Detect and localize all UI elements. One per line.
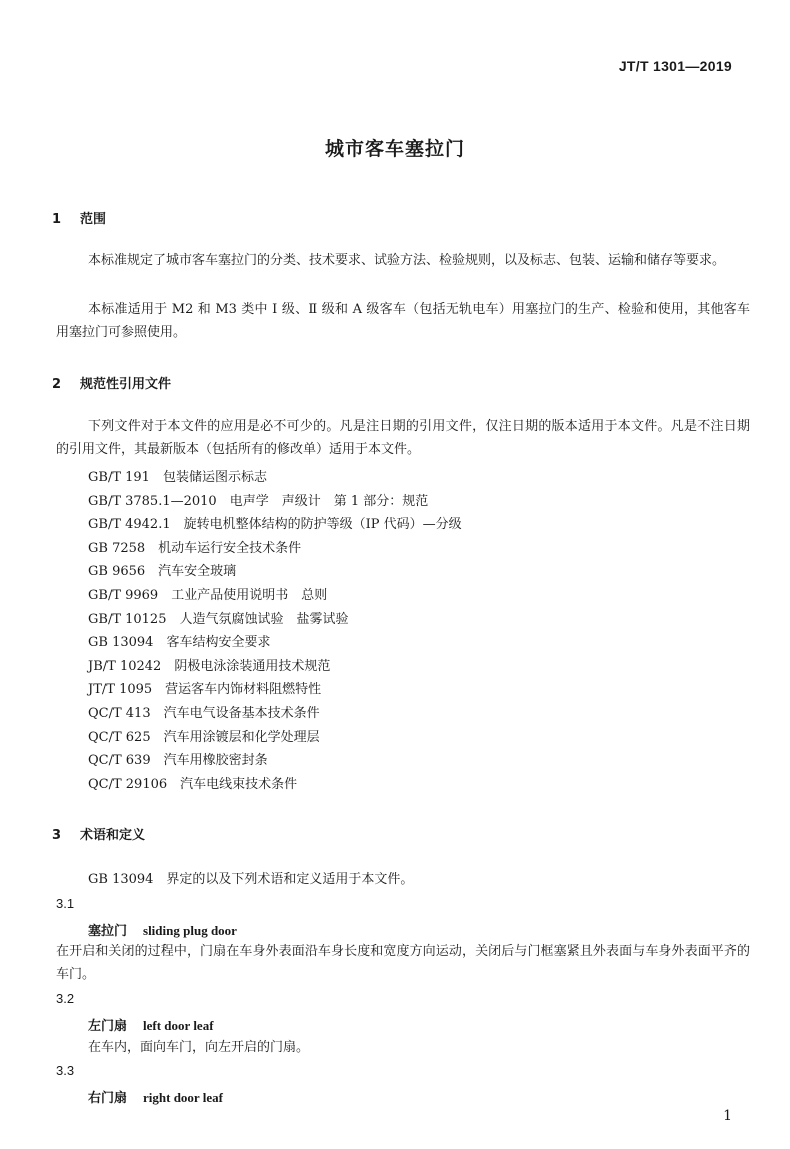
reference-title: 汽车用涂镀层和化学处理层	[163, 729, 320, 745]
reference-code: GB/T 10125	[88, 611, 167, 627]
reference-separator	[145, 564, 158, 579]
term-definition: 在车内，面向车门，向左开启的门扇。	[88, 1040, 310, 1055]
reference-code: GB/T 3785.1—2010	[88, 493, 217, 509]
reference-item	[88, 681, 321, 699]
reference-item	[88, 705, 320, 723]
section-number: 1	[52, 212, 62, 227]
reference-item	[88, 611, 349, 629]
reference-code: GB/T 9969	[88, 588, 159, 603]
term-name-en: sliding plug door	[143, 923, 237, 938]
term-number: 3.1	[56, 896, 75, 911]
section-title: 范围	[80, 212, 107, 227]
reference-item	[88, 587, 327, 605]
term-name-zh: 右门扇	[88, 1091, 128, 1106]
reference-code: QC/T 413	[88, 706, 151, 721]
section-number: 3	[52, 828, 62, 843]
section-3-heading	[52, 824, 145, 843]
reference-title: 营运客车内饰材料阻燃特性	[165, 682, 322, 698]
term-number: 3.3	[56, 1063, 75, 1078]
section-number: 2	[52, 377, 62, 392]
section-title: 术语和定义	[80, 828, 146, 843]
section-2-heading	[52, 373, 171, 392]
term-name	[88, 920, 237, 939]
reference-separator	[151, 730, 164, 745]
reference-separator	[171, 517, 184, 532]
reference-item	[88, 658, 330, 676]
term-name-en: right door leaf	[143, 1090, 223, 1105]
scope-paragraph-1: 本标准规定了城市客车塞拉门的分类、技术要求、试验方法、检验规则，以及标志、包装、运输和储存等要求。	[88, 253, 726, 268]
term-definition: 在开启和关闭的过程中，门扇在车身外表面沿车身长度和宽度方向运动，关闭后与门框塞紧且外表面与车身外表面平齐的车门。	[56, 944, 750, 982]
reference-code: GB/T 191	[88, 470, 150, 485]
term-name	[88, 1015, 214, 1034]
reference-separator	[161, 659, 174, 674]
reference-code: JB/T 10242	[88, 658, 162, 674]
reference-separator	[151, 706, 164, 721]
term-name-en: left door leaf	[143, 1018, 214, 1033]
reference-title: 客车结构安全要求	[166, 635, 271, 651]
reference-separator	[217, 494, 230, 509]
reference-separator	[153, 635, 166, 650]
term-name-zh: 塞拉门	[88, 924, 128, 939]
reference-separator	[152, 682, 165, 697]
term-name	[88, 1087, 223, 1106]
standard-code: JT/T 1301—2019	[618, 58, 732, 74]
reference-title: 汽车安全玻璃	[158, 564, 237, 580]
document-title: 城市客车塞拉门	[324, 138, 465, 160]
reference-title: 汽车用橡胶密封条	[163, 753, 268, 769]
reference-title: 汽车电线束技术条件	[180, 776, 298, 792]
reference-item	[88, 469, 267, 487]
reference-code: GB/T 4942.1	[88, 517, 171, 533]
reference-code: QC/T 29106	[88, 776, 168, 792]
reference-code: QC/T 639	[88, 753, 151, 769]
reference-title: 旋转电机整体结构的防护等级（IP 代码）—分级	[183, 517, 462, 533]
reference-separator	[166, 612, 179, 627]
section-1-heading	[52, 208, 106, 227]
reference-title: 机动车运行安全技术条件	[158, 540, 302, 556]
reference-separator	[167, 777, 180, 792]
reference-separator	[151, 753, 164, 768]
reference-item	[88, 493, 428, 511]
reference-title: 人造气氛腐蚀试验 盐雾试验	[179, 611, 349, 627]
reference-item	[88, 752, 268, 770]
reference-code: JT/T 1095	[88, 682, 153, 698]
reference-code: QC/T 625	[88, 729, 151, 745]
section-title: 规范性引用文件	[80, 377, 172, 392]
reference-title: 工业产品使用说明书 总则	[171, 588, 328, 603]
page-number: 1	[723, 1108, 732, 1124]
reference-title: 包装储运图示标志	[162, 470, 267, 485]
scope-paragraph-2: 本标准适用于 M2 和 M3 类中 Ⅰ 级、Ⅱ 级和 A 级客车（包括无轨电车）用塞拉门的生产、检验和使用，其他客车用塞拉门可参照使用。	[56, 302, 750, 340]
reference-item	[88, 634, 270, 652]
reference-item	[88, 729, 320, 747]
reference-item	[88, 563, 236, 581]
reference-item	[88, 776, 297, 794]
term-number: 3.2	[56, 991, 75, 1006]
reference-title: 汽车电气设备基本技术条件	[163, 706, 320, 721]
reference-separator	[145, 541, 158, 556]
reference-item	[88, 516, 462, 534]
reference-item	[88, 540, 301, 558]
references-intro-paragraph: 下列文件对于本文件的应用是必不可少的。凡是注日期的引用文件，仅注日期的版本适用于本文件。凡是不注日期的引用文件，其最新版本（包括所有的修改单）适用于本文件。	[56, 419, 750, 457]
reference-code: GB 13094	[88, 635, 154, 651]
terms-intro-paragraph: GB 13094 界定的以及下列术语和定义适用于本文件。	[88, 872, 414, 887]
reference-code: GB 9656	[88, 564, 146, 580]
reference-code: GB 7258	[88, 540, 146, 556]
term-name-zh: 左门扇	[88, 1019, 128, 1034]
reference-separator	[150, 470, 163, 485]
reference-title: 阴极电泳涂装通用技术规范	[174, 658, 331, 674]
reference-title: 电声学 声级计 第 1 部分：规范	[229, 493, 429, 509]
reference-separator	[158, 588, 171, 603]
